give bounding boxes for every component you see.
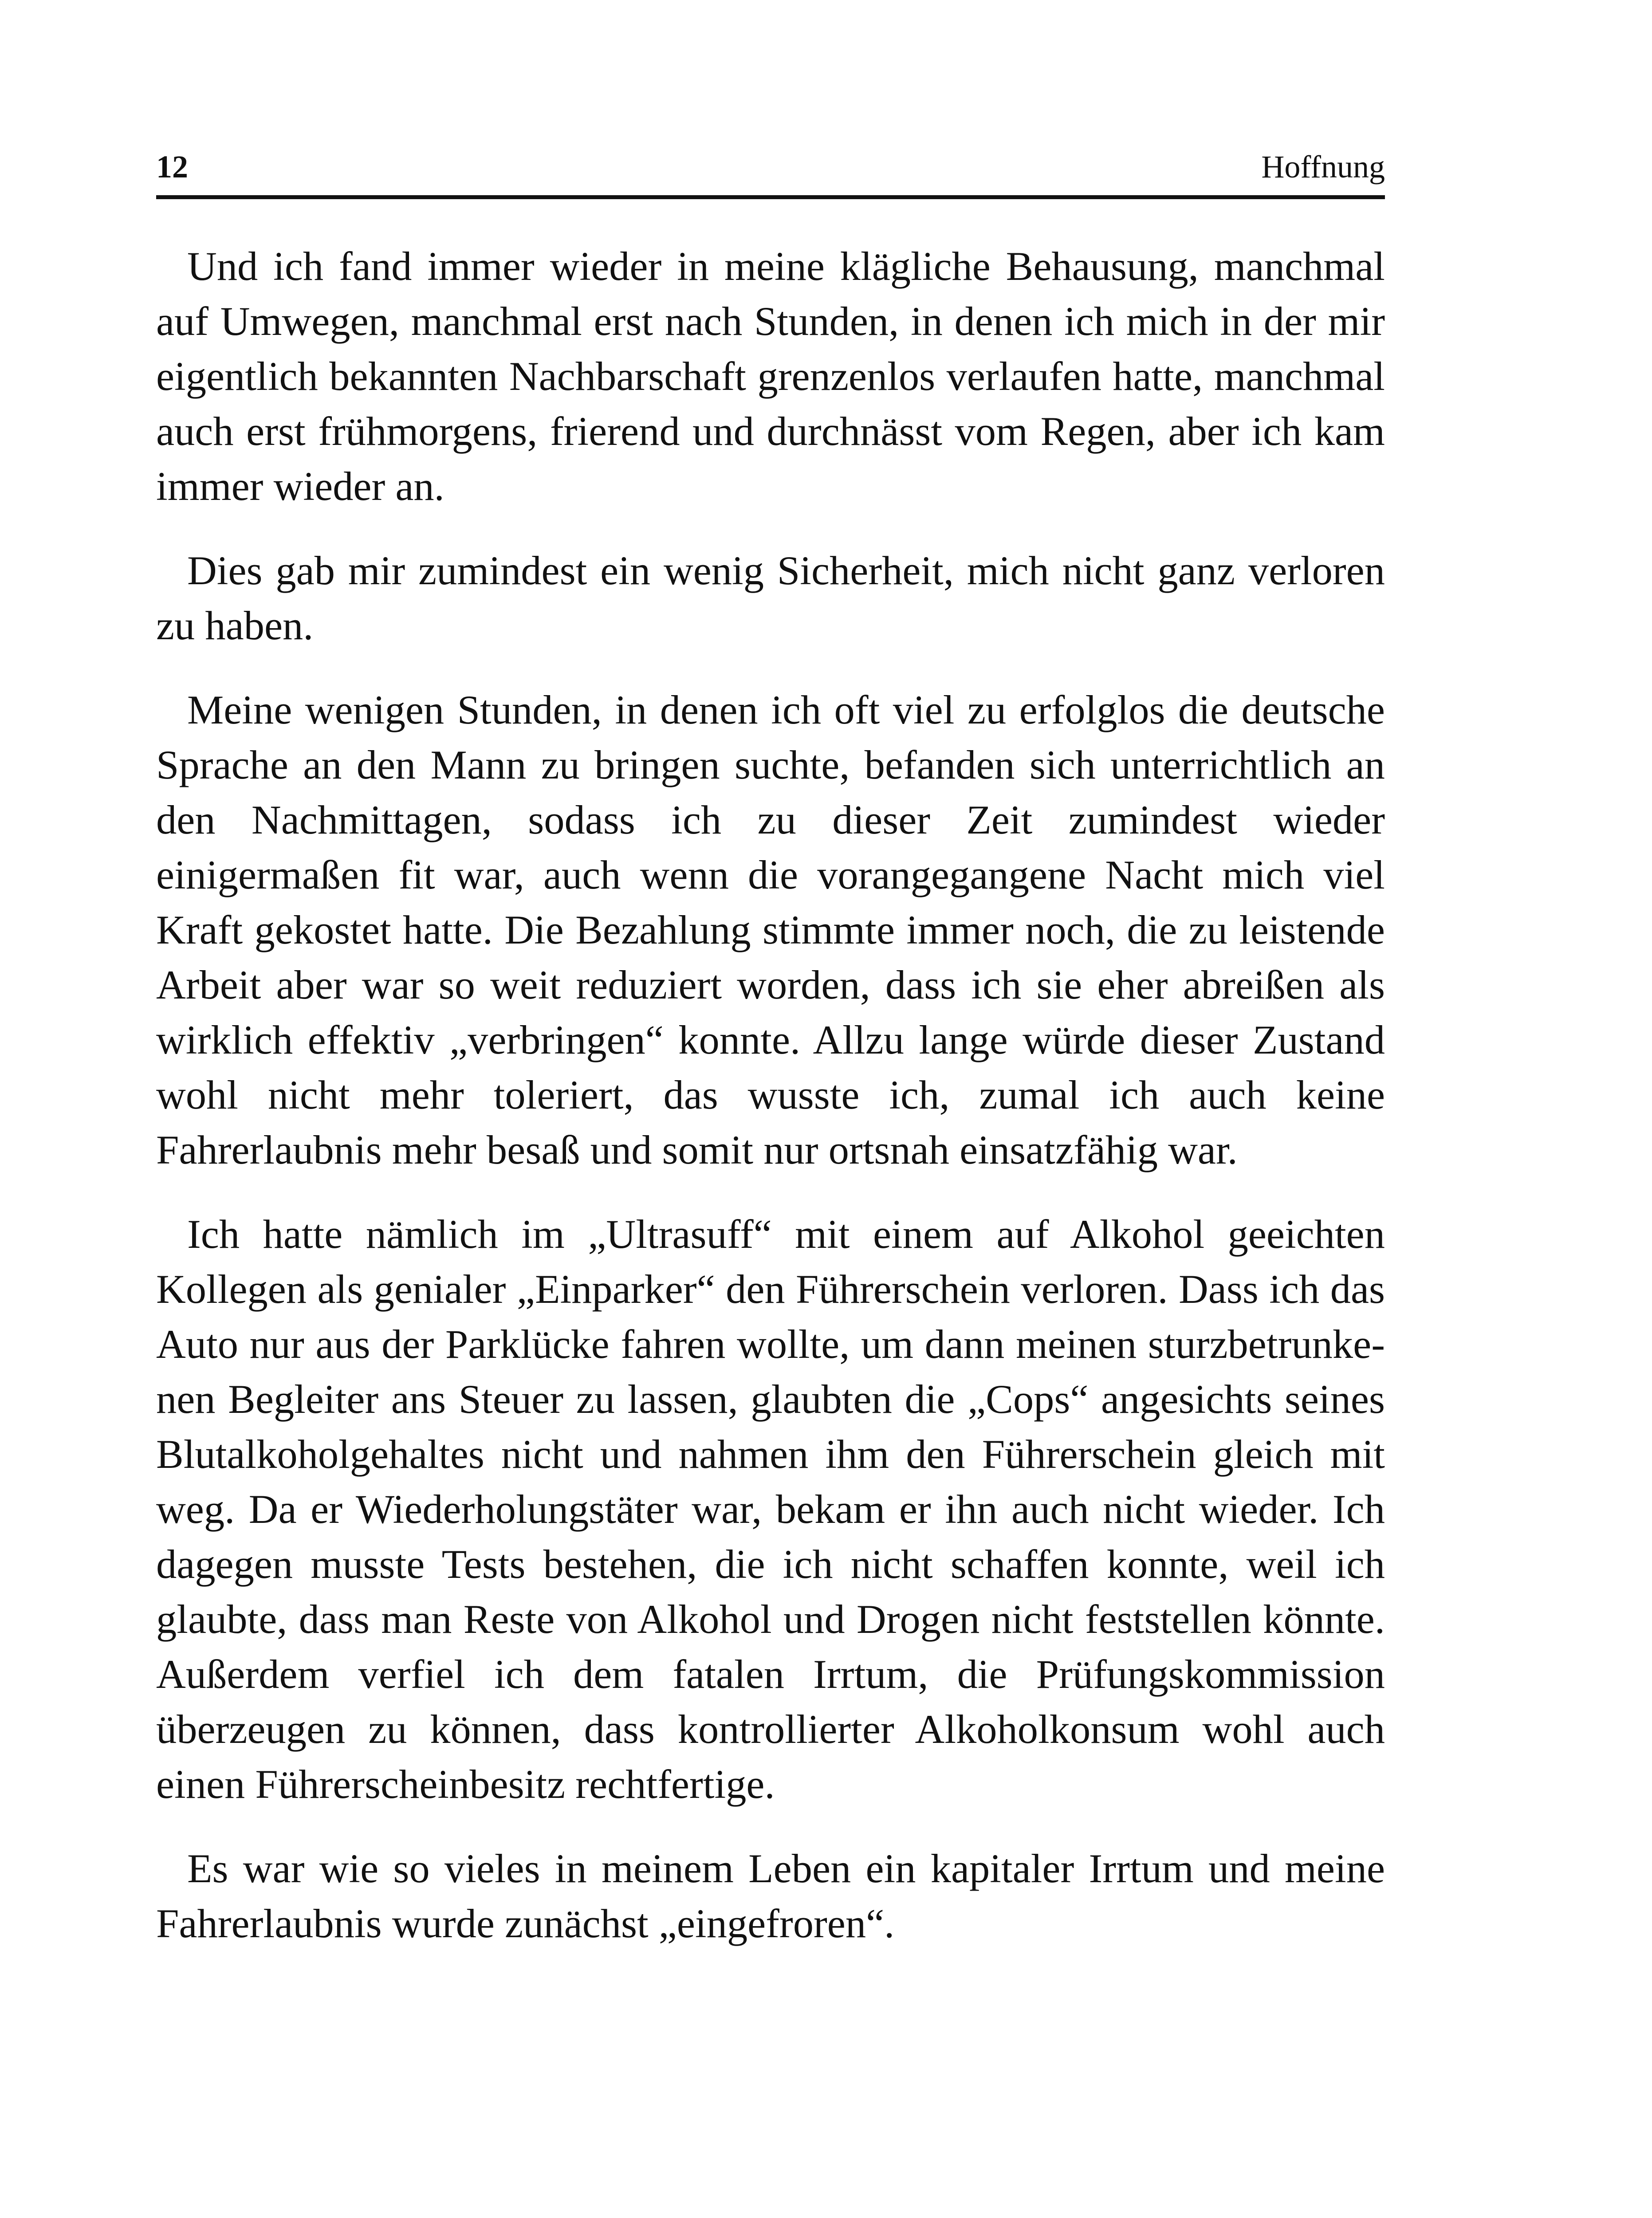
paragraph-5: Es war wie so vieles in meinem Leben ein kapitaler Irrtum und meine Fahrerlaubnis wurde zunächst „eingefroren“.	[156, 1846, 1385, 1947]
running-header	[156, 151, 1385, 199]
page-number: 12	[156, 149, 188, 185]
paragraph-4: Ich hatte nämlich im „Ultrasuff“ mit einem auf Alkohol geeichten Kollegen als genialer „Einparker“ den Führerschein verloren. Dass ich das Auto nur aus der Parklücke fahren wollte, um dann meinen sturzbetrunkenen Begleiter ans Steuer zu lassen, glaubten die „Cops“ angesichts seines Blutalkoholgehaltes nicht und nahmen ihm den Führerschein gleich mit weg. Da er Wiederholungstäter war, bekam er ihn auch nicht wieder. Ich dagegen musste Tests bestehen, die ich nicht schaffen konnte, weil ich glaubte, dass man Reste von Alkohol und Drogen nicht feststellen könnte. Außerdem verfiel ich dem fatalen Irrtum, die Prüfungskommission überzeugen zu können, dass kontrollierter Alkoholkonsum wohl auch einen Führerscheinbesitz rechtfertige.	[156, 1212, 1385, 1807]
paragraph-1: Und ich fand immer wieder in meine klägliche Behausung, manchmal auf Umwegen, manchmal erst nach Stunden, in denen ich mich in der mir eigentlich bekannten Nachbarschaft grenzenlos verlaufen hatte, manchmal auch erst frühmorgens, frierend und durchnässt vom Regen, aber ich kam immer wieder an.	[156, 244, 1385, 509]
paragraph-3: Meine wenigen Stunden, in denen ich oft viel zu erfolglos die deutsche Sprache an den Mann zu bringen suchte, befanden sich unterrichtlich an den Nachmittagen, sodass ich zu dieser Zeit zumindest wieder einigermaßen fit war, auch wenn die vorangegangene Nacht mich viel Kraft gekostet hatte. Die Bezahlung stimmte immer noch, die zu leistende Arbeit aber war so weit reduziert worden, dass ich sie eher abreißen als wirklich effektiv „verbringen“ konnte. Allzu lange würde dieser Zustand wohl nicht mehr toleriert, das wusste ich, zumal ich auch keine Fahrerlaubnis mehr besaß und somit nur ortsnah einsatzfähig war.	[156, 688, 1385, 1173]
book-page	[156, 151, 1385, 1981]
paragraph-2: Dies gab mir zumindest ein wenig Sicherheit, mich nicht ganz verloren zu haben.	[156, 548, 1385, 649]
body-text	[156, 239, 1385, 1951]
chapter-title: Hoffnung	[1261, 149, 1385, 185]
